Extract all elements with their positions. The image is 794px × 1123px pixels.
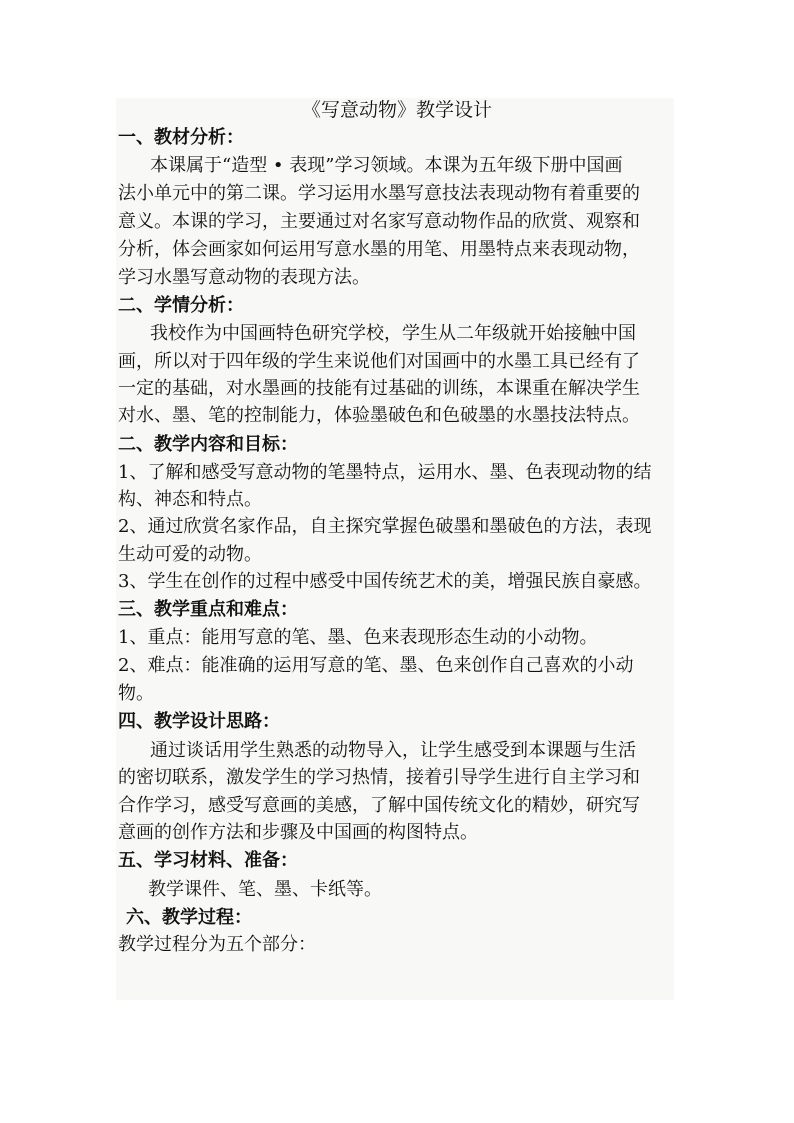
paragraph-line: 一定的基础，对水墨画的技能有过基础的训练，本课重在解决学生: [118, 378, 640, 399]
section-heading-textbook-analysis: 一、教材分析：: [118, 127, 244, 148]
section-heading-key-points: 三、教学重点和难点：: [118, 599, 298, 620]
paragraph-line: 学习水墨写意动物的表现方法。: [118, 267, 370, 288]
paragraph-line: 教学课件、笔、墨、卡纸等。: [148, 879, 382, 900]
document-title: 《写意动物》教学设计: [301, 99, 492, 121]
list-item-line: 物。: [118, 683, 154, 704]
list-item-line: 1、重点：能用写意的笔、墨、色来表现形态生动的小动物。: [118, 627, 598, 648]
paragraph-line: 意画的创作方法和步骤及中国画的构图特点。: [118, 822, 478, 843]
paragraph-line: 教学过程分为五个部分：: [118, 934, 316, 955]
list-item-line: 2、通过欣赏名家作品，自主探究掌握色破墨和墨破色的方法，表现: [118, 516, 652, 537]
section-heading-design-idea: 四、教学设计思路：: [118, 711, 280, 732]
paragraph-line: 意义。本课的学习，主要通过对名家写意动物作品的欣赏、观察和: [118, 211, 640, 232]
section-heading-student-analysis: 二、学情分析：: [118, 295, 244, 316]
paragraph-line: 通过谈话用学生熟悉的动物导入，让学生感受到本课题与生活: [150, 740, 636, 761]
paragraph-line: 法小单元中的第二课。学习运用水墨写意技法表现动物有着重要的: [118, 183, 640, 204]
list-item-line: 2、难点：能准确的运用写意的笔、墨、色来创作自己喜欢的小动: [118, 655, 634, 676]
section-heading-materials: 五、学习材料、准备：: [118, 850, 298, 871]
paragraph-line: 画，所以对于四年级的学生来说他们对国画中的水墨工具已经有了: [118, 351, 640, 372]
list-item-line: 3、学生在创作的过程中感受中国传统艺术的美，增强民族自豪感。: [118, 571, 652, 592]
list-item-line: 1、了解和感受写意动物的笔墨特点，运用水、墨、色表现动物的结: [118, 462, 652, 483]
paragraph-line: 分析，体会画家如何运用写意水墨的用笔、用墨特点来表现动物，: [118, 239, 640, 260]
paragraph-line: 我校作为中国画特色研究学校，学生从二年级就开始接触中国: [150, 323, 636, 344]
paragraph-line: 的密切联系，激发学生的学习热情，接着引导学生进行自主学习和: [118, 767, 640, 788]
paragraph-line: 合作学习，感受写意画的美感，了解中国传统文化的精妙，研究写: [118, 795, 640, 816]
list-item-line: 生动可爱的动物。: [118, 544, 262, 565]
paragraph-line: 对水、墨、笔的控制能力，体验墨破色和色破墨的水墨技法特点。: [118, 405, 640, 426]
section-heading-content-goals: 二、教学内容和目标：: [118, 434, 298, 455]
section-heading-teaching-process: 六、教学过程：: [126, 907, 252, 928]
paragraph-line: 本课属于“造型 • 表现”学习领域。本课为五年级下册中国画: [150, 155, 623, 176]
list-item-line: 构、神态和特点。: [118, 489, 262, 510]
